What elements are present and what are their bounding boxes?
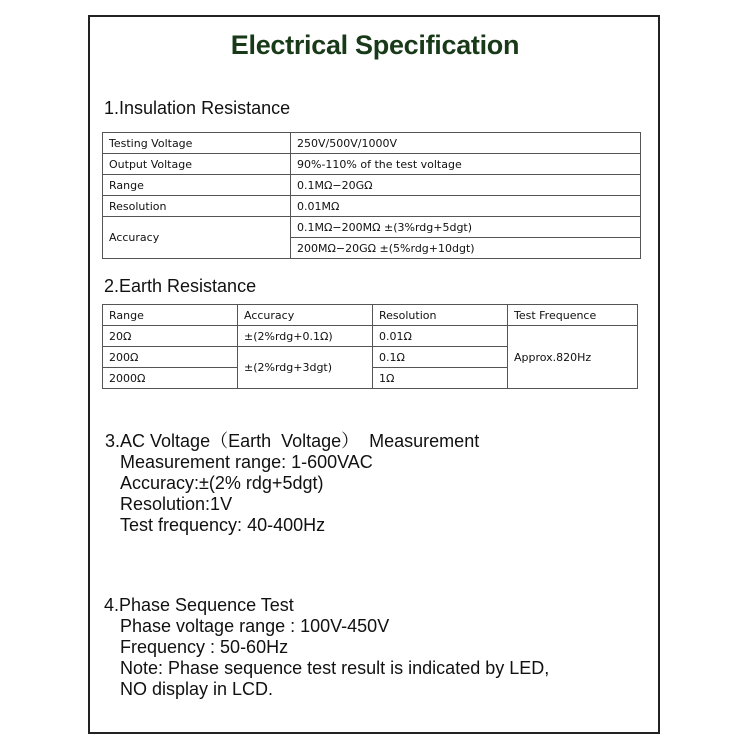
phase-line: Frequency : 50-60Hz <box>120 637 289 657</box>
phase-line: Note: Phase sequence test result is indicated by LED, <box>120 658 550 678</box>
cell: 0.1MΩ−200MΩ ±(3%rdg+5dgt) <box>291 217 641 238</box>
table-row <box>103 154 641 175</box>
phase-heading: 4.Phase Sequence Test <box>104 595 294 615</box>
earth-table <box>102 304 638 389</box>
cell: 0.1Ω <box>373 347 508 368</box>
header-cell: Resolution <box>373 305 508 326</box>
cell: 200Ω <box>103 347 238 368</box>
table-row <box>103 196 641 217</box>
ac-line: Measurement range: 1-600VAC <box>120 452 373 472</box>
cell: Range <box>103 175 291 196</box>
cell: Output Voltage <box>103 154 291 175</box>
cell: Accuracy <box>103 217 291 259</box>
cell: ±(2%rdg+0.1Ω) <box>238 326 373 347</box>
cell: Testing Voltage <box>103 133 291 154</box>
table-row <box>103 217 641 238</box>
ac-line: Test frequency: 40-400Hz <box>120 515 326 535</box>
ac-section <box>105 431 479 536</box>
table-row <box>103 305 638 326</box>
cell: 250V/500V/1000V <box>291 133 641 154</box>
insulation-table <box>102 132 641 259</box>
cell: Approx.820Hz <box>508 326 638 389</box>
cell: 90%-110% of the test voltage <box>291 154 641 175</box>
cell: 20Ω <box>103 326 238 347</box>
ac-line: Accuracy:±(2% rdg+5dgt) <box>120 473 324 493</box>
cell: 200MΩ−20GΩ ±(5%rdg+10dgt) <box>291 238 641 259</box>
header-cell: Test Frequence <box>508 305 638 326</box>
cell: ±(2%rdg+3dgt) <box>238 347 373 389</box>
earth-heading: 2.Earth Resistance <box>104 276 257 296</box>
insulation-heading: 1.Insulation Resistance <box>104 98 291 118</box>
cell: 2000Ω <box>103 368 238 389</box>
table-row <box>103 175 641 196</box>
cell: 0.01Ω <box>373 326 508 347</box>
phase-line: NO display in LCD. <box>120 679 274 699</box>
header-cell: Accuracy <box>238 305 373 326</box>
table-row <box>103 133 641 154</box>
cell: 0.01MΩ <box>291 196 641 217</box>
cell: 0.1MΩ−20GΩ <box>291 175 641 196</box>
ac-heading: 3.AC Voltage（Earth Voltage） Measurement <box>105 431 480 451</box>
table-row <box>103 326 638 347</box>
cell: 1Ω <box>373 368 508 389</box>
header-cell: Range <box>103 305 238 326</box>
cell: Resolution <box>103 196 291 217</box>
phase-section <box>104 595 549 700</box>
ac-line: Resolution:1V <box>120 494 233 514</box>
page-title: Electrical Specification <box>230 30 520 60</box>
phase-line: Phase voltage range : 100V-450V <box>120 616 390 636</box>
